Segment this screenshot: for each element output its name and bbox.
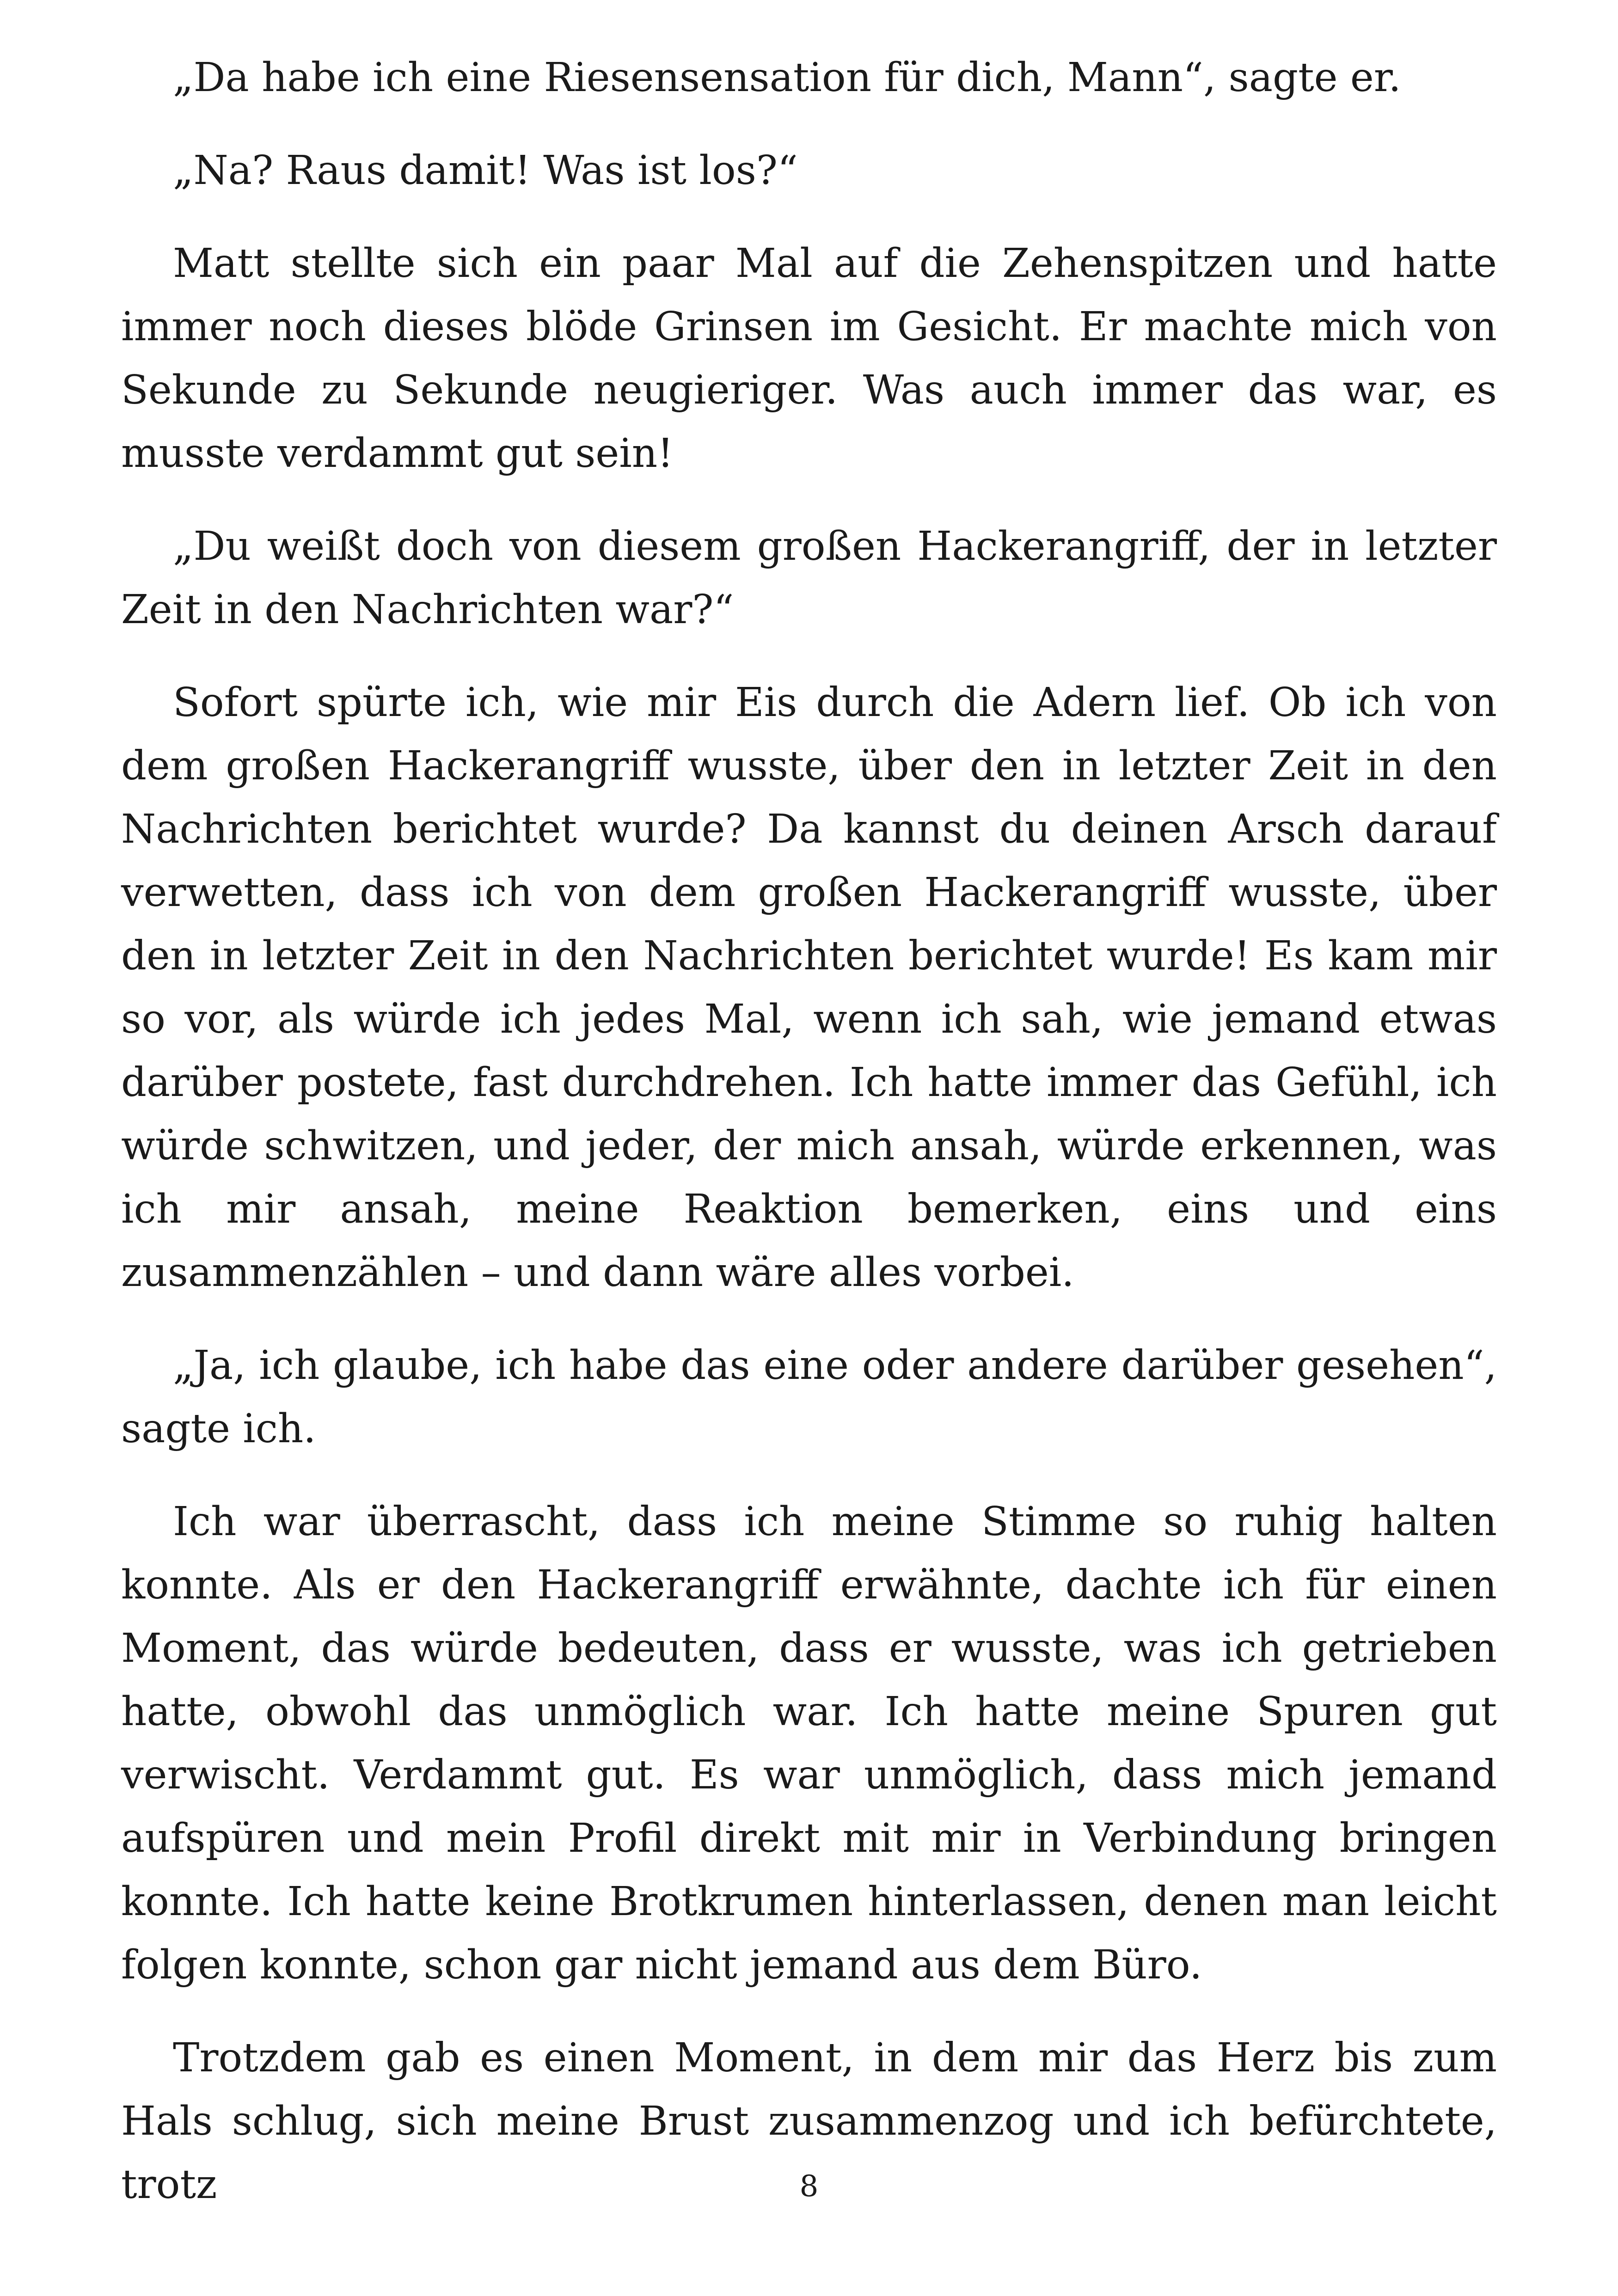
paragraph-7: Ich war überrascht, dass ich meine Stimme so ruhig halten konnte. Als er den Hackerangriff erwähnte, dachte ich für einen Moment, das würde bedeuten, dass er wusste, was ich getrieben hatte, obwohl das unmöglich war. Ich hatte meine Spuren gut verwischt. Verdammt gut. Es war unmöglich, dass mich jemand aufspüren und mein Profil direkt mit mir in Verbindung bringen konnte. Ich hatte keine Brotkrumen hinterlassen, denen man leicht folgen konnte, schon gar nicht jemand aus dem Büro. [121,1499,1497,1988]
paragraph-6: „Ja, ich glaube, ich habe das eine oder andere darüber gesehen“, sagte ich. [121,1342,1497,1452]
paragraph-8: Trotzdem gab es einen Moment, in dem mir das Herz bis zum Hals schlug, sich meine Brust zusammenzog und ich befürchtete, trotz [121,2035,1497,2208]
paragraph-3: Matt stellte sich ein paar Mal auf die Zehenspitzen und hatte immer noch dieses blöde Grinsen im Gesicht. Er machte mich von Sekunde zu Sekunde neugieriger. Was auch immer das war, es musste verdammt gut sein! [121,240,1497,477]
paragraph-4: „Du weißt doch von diesem großen Hackerangriff, der in letzter Zeit in den Nachrichten war?“ [121,523,1497,633]
paragraph-5: Sofort spürte ich, wie mir Eis durch die Adern lief. Ob ich von dem großen Hackerangriff wusste, über den in letzter Zeit in den Nachrichten berichtet wurde? Da kannst du deinen Arsch darauf verwetten, dass ich von dem großen Hackerangriff wusste, über den in letzter Zeit in den Nachrichten berichtet wurde! Es kam mir so vor, als würde ich jedes Mal, wenn ich sah, wie jemand etwas darüber postete, fast durchdrehen. Ich hatte immer das Gefühl, ich würde schwitzen, und jeder, der mich ansah, würde erkennen, was ich mir ansah, meine Reaktion bemerken, eins und eins zusammenzählen – und dann wäre alles vorbei. [121,680,1497,1296]
paragraph-2: „Na? Raus damit! Was ist los?“ [173,147,798,194]
body-text [121,46,1497,2216]
page-number: 8 [799,2169,819,2204]
paragraph-1: „Da habe ich eine Riesensensation für dich, Mann“, sagte er. [173,55,1401,101]
